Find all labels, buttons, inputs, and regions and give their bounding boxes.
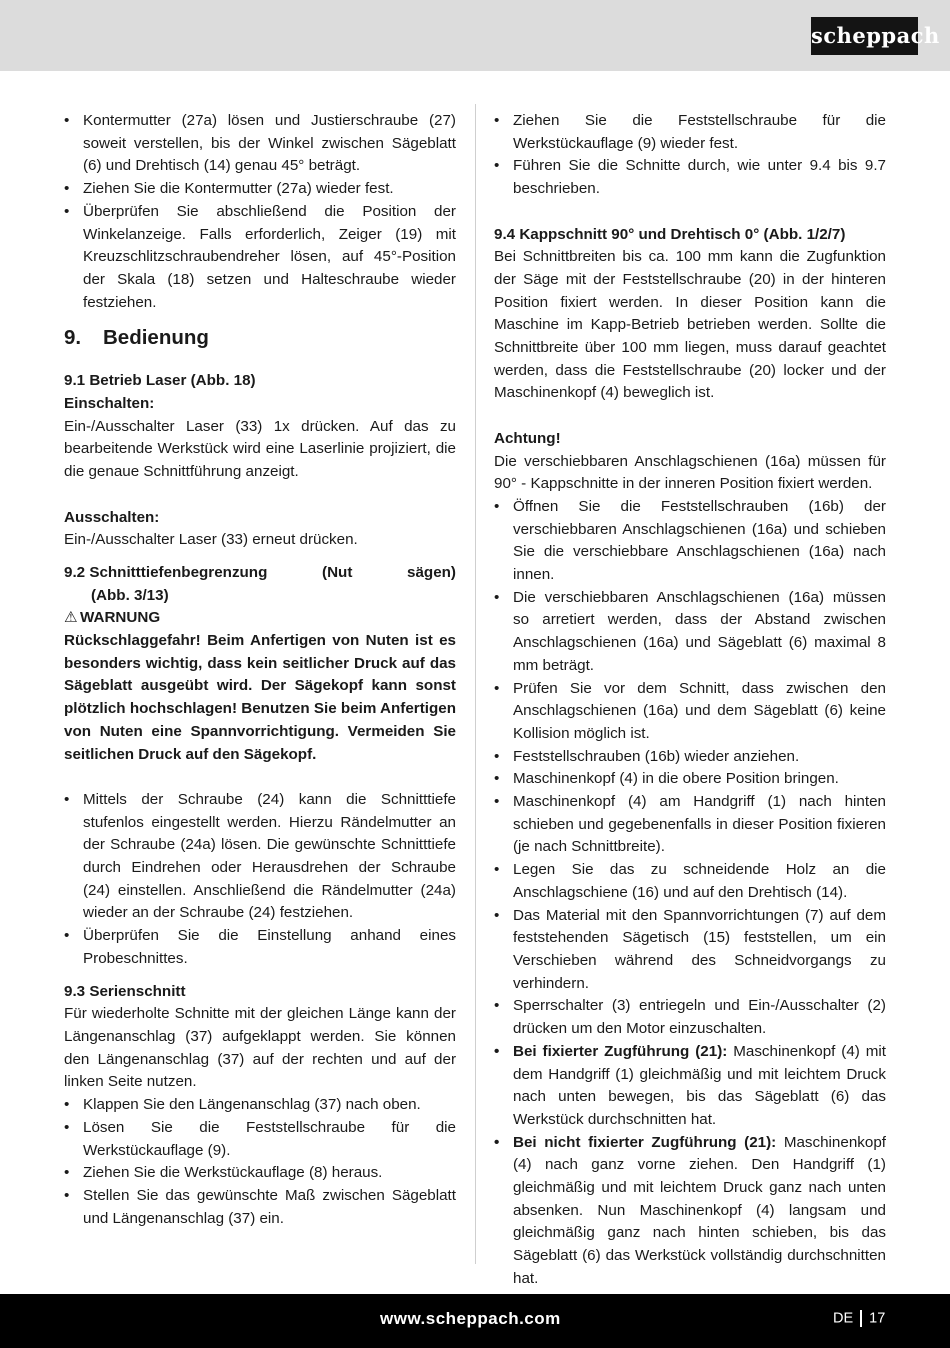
list-item: • Ziehen Sie die Werkstückauflage (8) heraus. xyxy=(64,1162,456,1185)
list-item-fixed: • Bei fixierter Zugführung (21): Maschinenkopf (4) mit dem Handgriff (1) gleichmäßig und mit leichtem Druck nach unten bewegen, bis das Sägeblatt (6) das Werkstück durchschnitten hat. xyxy=(494,1041,886,1132)
bullet-list xyxy=(64,110,456,314)
subsection-heading-laser: 9.1 Betrieb Laser (Abb. 18) xyxy=(64,372,256,390)
section-number: 9. xyxy=(64,326,82,350)
column-divider xyxy=(475,104,476,1264)
bullet-list xyxy=(494,496,886,1291)
list-item: • Klappen Sie den Längenanschlag (37) nach oben. xyxy=(64,1094,456,1117)
warning-icon: ⚠ xyxy=(64,609,78,627)
list-item: • Führen Sie die Schnitte durch, wie unter 9.4 bis 9.7 beschrieben. xyxy=(494,155,886,200)
footer-url[interactable]: www.scheppach.com xyxy=(380,1309,561,1328)
bullet-list xyxy=(494,110,886,201)
left-column xyxy=(64,110,456,1230)
warning-label: WARNUNG xyxy=(80,609,161,627)
list-item: • Kontermutter (27a) lösen und Justierschraube (27) soweit verstellen, bis der Winkel zwischen Sägeblatt (6) und Drehtisch (14) genau 45° beträgt. xyxy=(64,110,456,178)
on-text: Ein-/Ausschalter Laser (33) 1x drücken. Auf das zu bearbeitende Werkstück wird eine Laserlinie projiziert, die die genaue Schnittführung anzeigt. xyxy=(64,417,456,481)
list-item: • Prüfen Sie vor dem Schnitt, dass zwischen den Anschlagschienen (16a) und dem Sägeblatt (6) keine Kollision möglich ist. xyxy=(494,678,886,746)
subsection-heading-depth: 9.2 Schnitttiefenbegrenzung (Nut sägen) xyxy=(64,563,456,581)
right-column xyxy=(494,110,886,1291)
subsection-heading-depth-line2: (Abb. 3/13) xyxy=(91,586,169,604)
list-item: • Stellen Sie das gewünschte Maß zwischen Sägeblatt und Längenanschlag (37) ein. xyxy=(64,1185,456,1230)
list-item: • Maschinenkopf (4) in die obere Position bringen. xyxy=(494,768,886,791)
section-title: Bedienung xyxy=(103,326,209,350)
list-item: • Lösen Sie die Feststellschraube für die Werkstückauflage (9). xyxy=(64,1117,456,1162)
subsection-heading-series: 9.3 Serienschnitt xyxy=(64,982,186,1000)
page-number-value: 17 xyxy=(869,1310,886,1327)
language-code: DE xyxy=(833,1310,854,1327)
bullet-list xyxy=(64,789,456,971)
off-text: Ein-/Ausschalter Laser (33) erneut drücken. xyxy=(64,531,358,549)
list-item: • Ziehen Sie die Kontermutter (27a) wieder fest. xyxy=(64,178,456,201)
attention-text: Die verschiebbaren Anschlagschienen (16a) müssen für 90° - Kappschnitte in der inneren Position fixiert werden. xyxy=(494,452,886,493)
list-item: • Legen Sie das zu schneidende Holz an die Anschlagschiene (16) und auf den Drehtisch (14). xyxy=(494,859,886,904)
list-item: • Überprüfen Sie abschließend die Position der Winkelanzeige. Falls erforderlich, Zeiger (19) mit Kreuzschlitzschraubendreher lösen, auf 45°-Position der Skala (18) setzen und Halteschraube wieder festziehen. xyxy=(64,201,456,315)
off-heading: Ausschalten: xyxy=(64,508,160,526)
series-text: Für wiederholte Schnitte mit der gleichen Länge kann der Längenanschlag (37) aufgeklappt werden. Sie können den Längenanschlag (37) auf der rechten und auf der linken Seite nutzen. xyxy=(64,1005,456,1091)
on-heading: Einschalten: xyxy=(64,395,155,413)
list-item: • Maschinenkopf (4) am Handgriff (1) nach hinten schieben und gegebenenfalls in dieser Position fixieren (je nach Schnittbreite). xyxy=(494,791,886,859)
warning-label-row xyxy=(64,607,456,630)
list-item: • Mittels der Schraube (24) kann die Schnitttiefe stufenlos eingestellt werden. Hierzu Rändelmutter an der Schraube (24a) lösen. Die gewünschte Schnitttiefe durch Eindrehen oder Herausdrehen der Schraube (24) einstellen. Anschließend die Rändelmutter (24a) wieder an der Schraube (24) festziehen. xyxy=(64,789,456,925)
page-number xyxy=(833,1310,885,1327)
bullet-list xyxy=(64,1094,456,1230)
list-item: • Feststellschrauben (16b) wieder anziehen. xyxy=(494,746,886,769)
page-separator xyxy=(860,1310,862,1327)
cut-text: Bei Schnittbreiten bis ca. 100 mm kann die Zugfunktion der Säge mit der Feststellschraube (20) in der hinteren Position fixiert werden. In dieser Position kann die Maschine im Kapp-Betrieb betrieben werden. Sollte die Schnittbreite über 100 mm liegen, muss darauf geachtet werden, dass die Feststellschraube (20) locker und der Maschinenkopf (4) beweglich ist. xyxy=(494,248,886,402)
list-item: • Überprüfen Sie die Einstellung anhand eines Probeschnittes. xyxy=(64,925,456,970)
warning-text: Rückschlaggefahr! Beim Anfertigen von Nuten ist es besonders wichtig, dass kein seitlicher Druck auf das Sägeblatt ausgeübt wird. Der Sägekopf kann sonst plötzlich hochschlagen! Benutzen Sie beim Anfertigen von Nuten eine Spannvorrichtigung. Vermeiden Sie seitlichen Druck auf den Sägekopf. xyxy=(64,632,456,763)
list-item: • Sperrschalter (3) entriegeln und Ein-/Ausschalter (2) drücken um den Motor einzuschalten. xyxy=(494,995,886,1040)
attention-heading: Achtung! xyxy=(494,429,561,447)
list-item: • Die verschiebbaren Anschlagschienen (16a) müssen so arretiert werden, dass der Abstand zwischen Anschlagschienen (16a) und Sägeblatt (6) maximal 8 mm beträgt. xyxy=(494,587,886,678)
list-item: • Öffnen Sie die Feststellschrauben (16b) der verschiebbaren Anschlagschienen (16a) und schieben Sie die verschiebbare Anschlagschienen (16a) nach innen. xyxy=(494,496,886,587)
list-item-unfixed: • Bei nicht fixierter Zugführung (21): Maschinenkopf (4) nach ganz vorne ziehen. Den Handgriff (1) gleichmäßig und mit leichtem Druck ganz nach unten absenken. Nun Maschinenkopf (4) langsam und gleichmäßig ganz nach hinten schieben, bis das Sägeblatt (6) das Werkstück vollständig durchschnitten hat. xyxy=(494,1132,886,1291)
brand-logo: scheppach xyxy=(811,17,918,55)
list-item: • Das Material mit den Spannvorrichtungen (7) auf dem feststehenden Sägetisch (15) feststellen, um ein Verschieben während des Schneidvorgangs zu verhindern. xyxy=(494,905,886,996)
list-item: • Ziehen Sie die Feststellschraube für die Werkstückauflage (9) wieder fest. xyxy=(494,110,886,155)
header-bar xyxy=(0,0,950,71)
subsection-heading-cut: 9.4 Kappschnitt 90° und Drehtisch 0° (Abb. 1/2/7) xyxy=(494,225,846,243)
section-heading xyxy=(64,326,456,350)
